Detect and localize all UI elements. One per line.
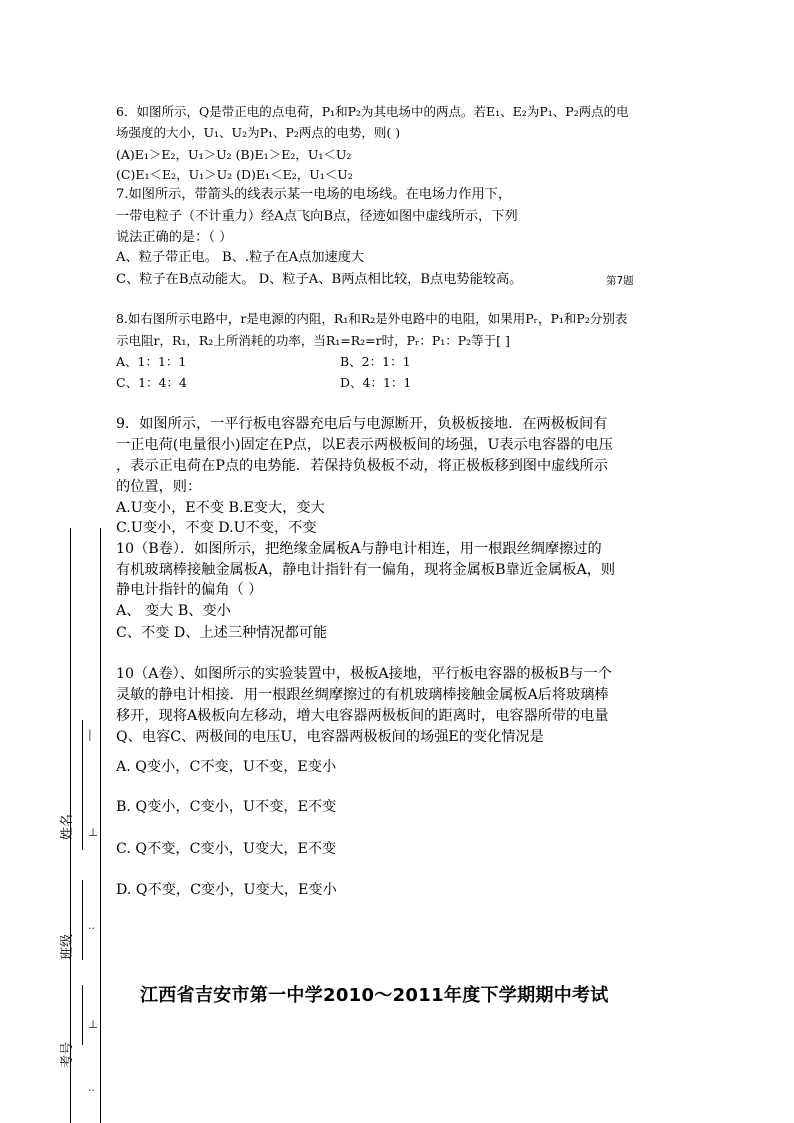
q7-stem-line2: 一带电粒子（不计重力）经A点飞向B点，径迹如图中虚线所示，下列: [116, 209, 518, 224]
q8-option-d: D、4：1：1: [340, 375, 412, 390]
seal-mark: ⊥: [88, 1018, 99, 1031]
q6-stem-line1: 6．如图所示，Q是带正电的点电荷，P₁和P₂为其电场中的两点。若E₁、E₂为P₁、P₂两点的电: [116, 104, 629, 119]
name-underline: [82, 720, 83, 850]
q9-stem-line2: 一正电荷(电量很小)固定在P点，以E表示两极板间的场强，U表示电容器的电压: [116, 437, 613, 453]
q10b-options-cd: C、不变 D、上述三种情况都可能: [116, 625, 328, 641]
q6-options-cd: (C)E₁＜E₂，U₁＞U₂ (D)E₁＜E₂，U₁＜U₂: [116, 167, 353, 182]
name-label: 姓名: [60, 813, 75, 840]
q8-stem-line1: 8.如右图所示电路中，r是电源的内阻，R₁和R₂是外电路中的电阻，如果用Pᵣ，P₁和P₂分别表: [116, 311, 628, 326]
q10a-option-c: C. Q不变，C变小，U变大，E不变: [116, 841, 337, 857]
q10b-options-ab: A、 变大 B、变小: [116, 603, 231, 619]
q9-stem-line1: 9．如图所示，一平行板电容器充电后与电源断开，负极板接地．在两极板间有: [116, 416, 608, 432]
q10a-option-a: A. Q变小，C不变，U不变，E变小: [116, 759, 337, 775]
q7-options-cd: C、粒子在B点动能大。 D、粒子A、B两点相比较，B点电势能较高。: [116, 272, 523, 287]
q8-option-a: A、1：1：1: [116, 354, 187, 369]
q10a-option-b: B. Q变小，C变小，U不变，E不变: [116, 799, 337, 815]
q10b-stem-line3: 静电计指针的偏角（ ）: [116, 582, 263, 598]
q10b-stem-line2: 有机玻璃棒接触金属板A，静电计指针有一偏角，现将金属板B靠近金属板A，则: [116, 562, 616, 578]
q8-option-c: C、1：4：4: [116, 375, 187, 390]
q7-options-ab: A、粒子带正电。 B、.粒子在A点加速度大: [116, 250, 365, 265]
q6-options-ab: (A)E₁＞E₂，U₁＞U₂ (B)E₁＞E₂，U₁＜U₂: [116, 147, 352, 162]
figure-7-label: 第7题: [606, 275, 634, 287]
q8-stem-line2: 示电阻r，R₁，R₂上所消耗的功率，当R₁=R₂=r时，Pᵣ：P₁：P₂等于[ ]: [116, 333, 510, 348]
q9-options-cd: C.U变小，不变 D.U不变，不变: [116, 520, 317, 536]
q9-stem-line4: 的位置，则：: [116, 479, 202, 495]
q10a-option-d: D. Q不变，C变小，U变大，E变小: [116, 882, 337, 898]
q9-stem-line3: ，表示正电荷在P点的电势能．若保持负极板不动，将正极板移到图中虚线所示: [116, 458, 608, 474]
exam-title: 江西省吉安市第一中学2010～2011年度下学期期中考试: [140, 985, 609, 1006]
q6-stem-line2: 场强度的大小，U₁、U₂为P₁、P₂两点的电势，则( ): [116, 125, 401, 140]
q10a-stem-line4: Q、电容C、两极间的电压U，电容器两极板间的场强E的变化情况是: [116, 729, 544, 745]
q10a-stem-line3: 移开，现将A极板向左移动，增大电容器两极板间的距离时，电容器所带的电量: [116, 708, 609, 724]
class-label: 班级: [60, 933, 75, 960]
binding-line-inner: [100, 528, 101, 1123]
q7-stem-line3: 说法正确的是：（ ）: [116, 230, 233, 245]
id-underline: [82, 985, 83, 1045]
seal-mark: |: [88, 728, 92, 741]
q7-stem-line1: 7.如图所示，带箭头的线表示某一电场的电场线。在电场力作用下，: [116, 187, 512, 202]
q9-options-ab: A.U变小，E不变 B.E变大，变大: [116, 500, 325, 516]
q10b-stem-line1: 10（B卷）．如图所示，把绝缘金属板A与静电计相连，用一根跟丝绸摩擦过的: [116, 541, 602, 557]
q8-option-b: B、2：1：1: [340, 354, 411, 369]
seal-mark: ··: [88, 922, 95, 935]
id-label: 考号: [60, 1041, 75, 1068]
seal-mark: ⊥: [88, 826, 99, 839]
class-underline: [82, 880, 83, 960]
seal-mark: ··: [88, 1084, 95, 1097]
q10a-stem-line1: 10（A卷）、如图所示的实验装置中，极板A接地，平行板电容器的极板B与一个: [116, 666, 612, 682]
q10a-stem-line2: 灵敏的静电计相接．用一根跟丝绸摩擦过的有机玻璃棒接触金属板A后将玻璃棒: [116, 687, 609, 703]
